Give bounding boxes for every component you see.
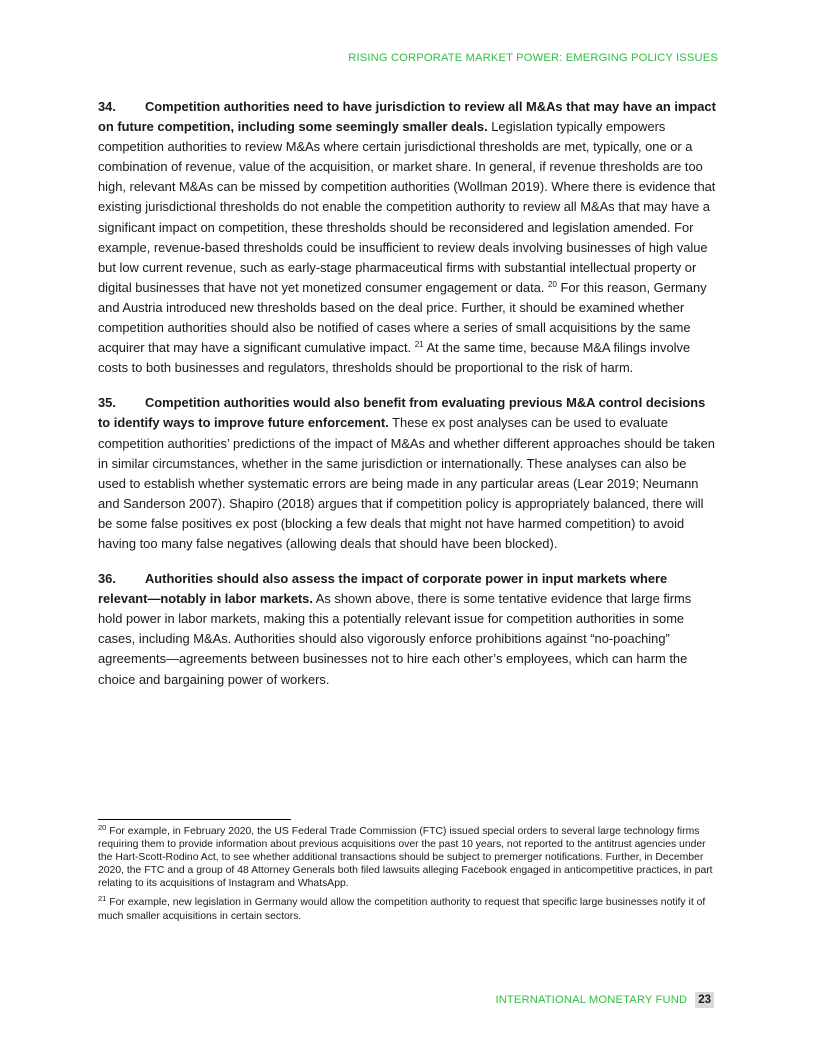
- paragraph-34: [98, 97, 716, 378]
- footnotes: [98, 825, 718, 929]
- paragraph-lead: Authorities should also assess the impact of corporate power in input markets where relevant—notably in labor markets.: [98, 571, 668, 607]
- page-footer: [495, 992, 714, 1008]
- paragraph-number: 34.: [98, 99, 116, 114]
- paragraph-text: Legislation typically empowers competition authorities to review M&As where certain jurisdictional thresholds are met, typically, one or a combination of revenue, value of the acquisition, or market share. In general, if revenue thresholds are too high, relevant M&As can be missed by competition authorities (Wollman 2019). Where there is evidence that existing jurisdictional thresholds do not enable the competition authority to review all M&As that may have a significant impact on competition, these thresholds should be reconsidered and legislation amended. For example, revenue-based thresholds could be insufficient to review deals involving businesses of high value but low current revenue, such as early-stage pharmaceutical firms with substantial intellectual property or digital businesses that have not yet monetized consumer engagement or data.: [98, 119, 716, 295]
- footnote-text: For example, new legislation in Germany would allow the competition authority to request that specific large businesses notify it of much smaller acquisitions in certain sectors.: [98, 897, 706, 922]
- footnote-20: [98, 825, 718, 890]
- footnote-number: 20: [98, 823, 107, 832]
- main-body: [98, 97, 716, 705]
- footnote-21: [98, 896, 718, 922]
- paragraph-number: 35.: [98, 395, 116, 411]
- paragraph-lead: Competition authorities would also benefit from evaluating previous M&A control decisions to identify ways to improve future enforcement.: [98, 395, 706, 431]
- page-number: 23: [695, 992, 714, 1008]
- paragraph-36: [98, 569, 716, 690]
- paragraph-35: [98, 393, 716, 554]
- footnote-divider: [98, 819, 291, 820]
- footnote-ref-20[interactable]: 20: [548, 279, 557, 289]
- paragraph-text: As shown above, there is some tentative evidence that large firms hold power in labor markets, making this a potentially relevant issue for competition authorities in some cases, including M&As. Authorities should also vigorously enforce prohibitions against “no-poaching” agreements—agreements between businesses not to hire each other’s employees, which can harm the choice and bargaining power of workers.: [98, 591, 692, 687]
- footnote-ref-21[interactable]: 21: [414, 340, 424, 350]
- paragraph-lead: Competition authorities need to have jurisdiction to review all M&As that may have an impact on future competition, including some seemingly smaller deals.: [98, 99, 716, 135]
- paragraph-number: 36.: [98, 571, 116, 587]
- footnote-text: For example, in February 2020, the US Federal Trade Commission (FTC) issued special orders to several large technology firms requiring them to provide information about previous acquisitions over the past 10 years, not reported to the antitrust agencies under the Hart-Scott-Rodino Act, to see whether additional transactions should be subject to premerger notifications. Further, in December 2020, the FTC and a group of 48 Attorney Generals both filed lawsuits alleging Facebook engaged in anticompetitive practices, in part relating to its acquisitions of Instagram and WhatsApp.: [98, 826, 713, 890]
- paragraph-text: At the same time, because M&A filings involve costs to both businesses and regulators, thresholds should be proportional to the risk of harm.: [98, 340, 691, 376]
- footer-organization: INTERNATIONAL MONETARY FUND: [495, 994, 688, 1006]
- footnote-number: 21: [98, 894, 107, 904]
- paragraph-text: For this reason, Germany and Austria introduced new thresholds based on the deal price. Further, it should be examined whether competition authorities should also be notified of cases where a series of small acquisitions by the same acquirer that may have a significant cumulative impact.: [98, 279, 707, 356]
- running-header: RISING CORPORATE MARKET POWER: EMERGING POLICY ISSUES: [348, 52, 718, 64]
- paragraph-text: These ex post analyses can be used to evaluate competition authorities’ predictions of the impact of M&As and whether different approaches should be taken in similar circumstances, whether in the same jurisdiction or internationally. These analyses can also be used to establish whether systematic errors are being made in any particular areas (Lear 2019; Neumann and Sanderson 2007). Shapiro (2018) argues that if competition policy is appropriately balanced, there will be some false positives ex post (blocking a few deals that might not have harmed competition) to avoid having too many false negatives (allowing deals that should have been blocked).: [98, 415, 715, 551]
